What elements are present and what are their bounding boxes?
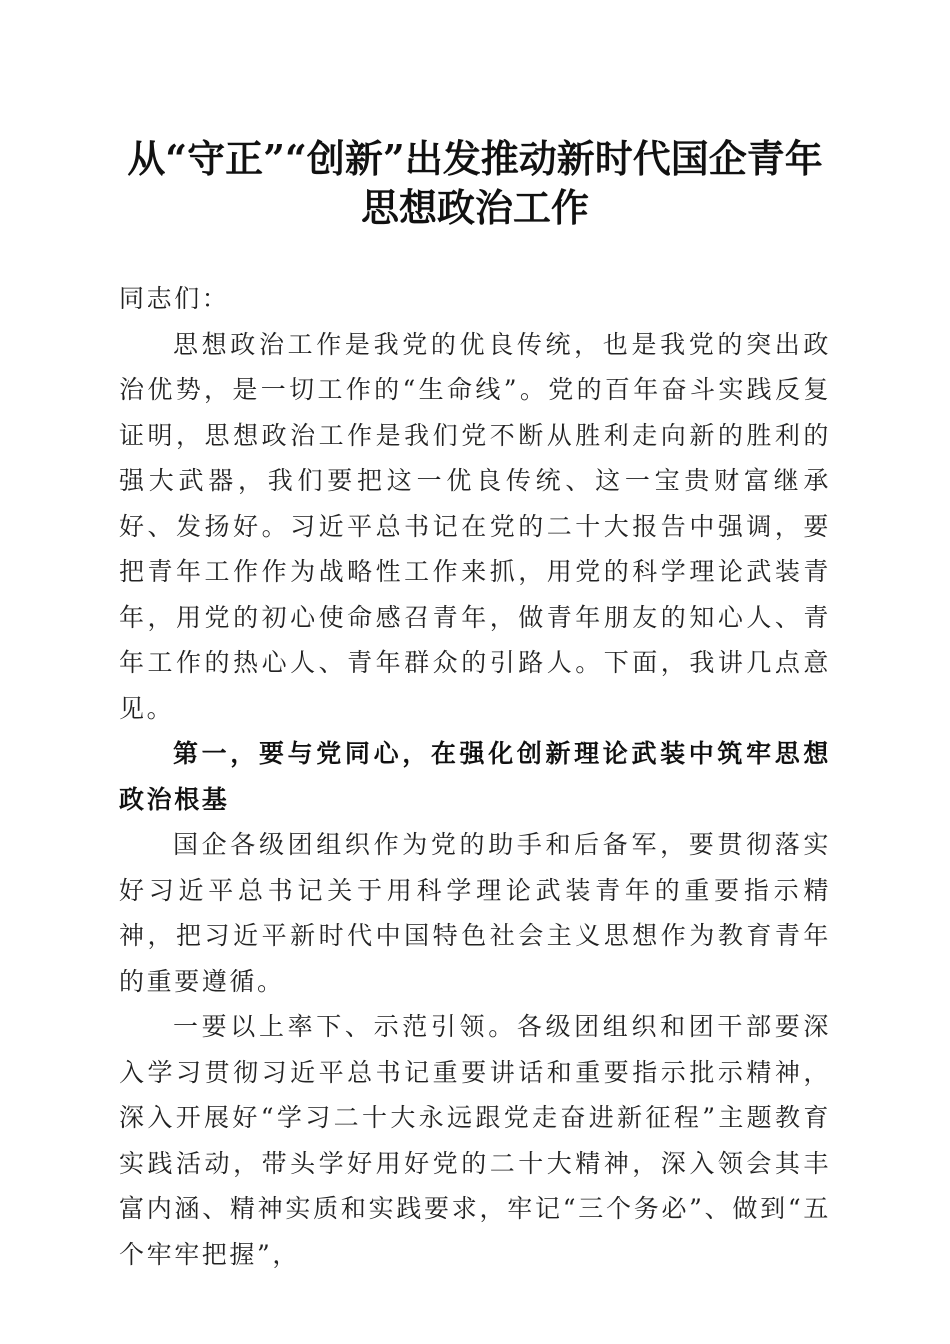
paragraph-intro: 思想政治工作是我党的优良传统，也是我党的突出政治优势，是一切工作的“生命线”。党的百年奋斗实践反复证明，思想政治工作是我们党不断从胜利走向新的胜利的强大武器，我们要把这一优良传统、这一宝贵财富继承好、发扬好。习近平总书记在党的二十大报告中强调，要把青年工作作为战略性工作来抓，用党的科学理论武装青年，用党的初心使命感召青年，做青年朋友的知心人、青年工作的热心人、青年群众的引路人。下面，我讲几点意见。 <box>119 329 831 723</box>
salutation: 同志们： <box>119 284 230 313</box>
document-title <box>100 134 850 232</box>
title-line-2: 思想政治工作 <box>360 185 589 230</box>
document-body <box>119 276 831 1277</box>
paragraph-point-1: 一要以上率下、示范引领。各级团组织和团干部要深入学习贯彻习近平总书记重要讲话和重要指示批示精神，深入开展好“学习二十大永远跟党走奋进新征程”主题教育实践活动，带头学好用好党的二十大精神，深入领会其丰富内涵、精神实质和实践要求，牢记“三个务必”、做到“五个牢牢把握”， <box>119 1012 831 1269</box>
section-heading-1: 第一，要与党同心，在强化创新理论武装中筑牢思想政治根基 <box>119 739 831 814</box>
paragraph-section-1: 国企各级团组织作为党的助手和后备军，要贯彻落实好习近平总书记关于用科学理论武装青年的重要指示精神，把习近平新时代中国特色社会主义思想作为教育青年的重要遵循。 <box>119 830 831 996</box>
title-line-1: 从“守正”“创新”出发推动新时代国企青年 <box>127 136 823 181</box>
